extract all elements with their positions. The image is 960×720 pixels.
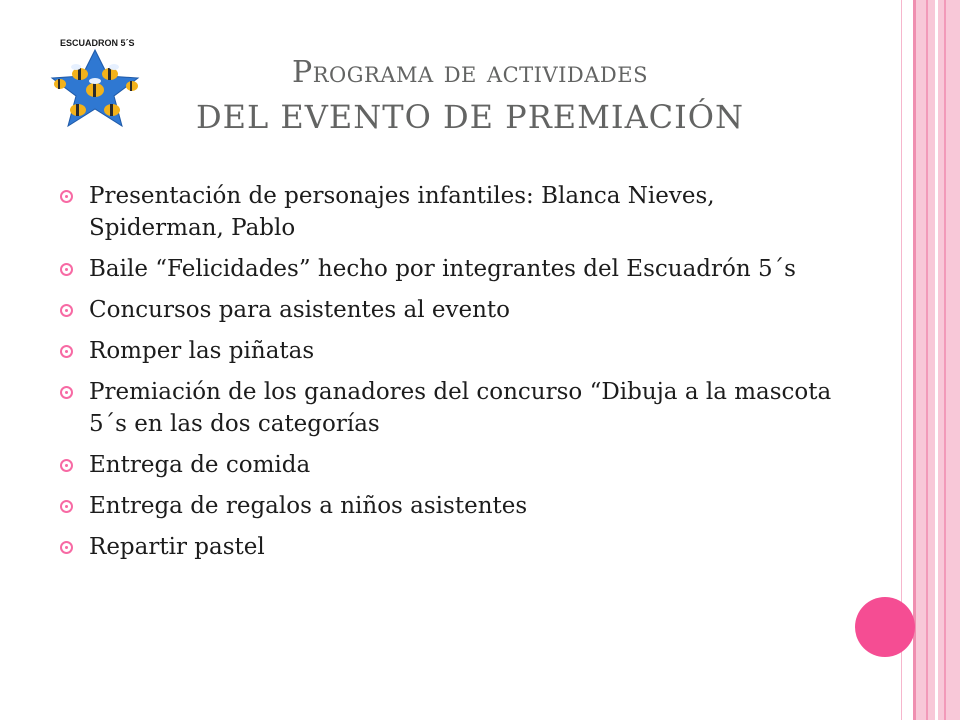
bullet-icon xyxy=(60,304,73,317)
list-item xyxy=(60,335,850,367)
list-item xyxy=(60,531,850,563)
list-item-text: Romper las piñatas xyxy=(89,338,315,364)
bullet-icon xyxy=(60,263,73,276)
bee-icon xyxy=(126,81,138,91)
bullet-icon xyxy=(60,190,73,203)
border-stripe xyxy=(913,0,916,720)
title-line-2: DEL EVENTO DE PREMIACIÓN xyxy=(195,98,745,136)
list-item xyxy=(60,253,850,285)
escuadron-logo xyxy=(40,34,150,134)
list-item-text: Presentación de personajes infantiles: Blanca Nieves, Spiderman, Pablo xyxy=(89,183,715,241)
list-item xyxy=(60,294,850,326)
decorative-pink-circle xyxy=(855,597,915,657)
bullet-icon xyxy=(60,541,73,554)
right-decorative-border xyxy=(916,0,960,720)
border-stripe xyxy=(926,0,928,720)
border-stripe xyxy=(944,0,946,720)
bullet-icon xyxy=(60,345,73,358)
list-item xyxy=(60,180,850,244)
list-item-text: Baile “Felicidades” hecho por integrantes del Escuadrón 5´s xyxy=(89,256,796,282)
list-item-text: Premiación de los ganadores del concurso “Dibuja a la mascota 5´s en las dos categorías xyxy=(89,379,832,437)
list-item-text: Entrega de regalos a niños asistentes xyxy=(89,493,528,519)
slide-title xyxy=(150,55,790,137)
bee-icon xyxy=(104,104,120,116)
list-item-text: Concursos para asistentes al evento xyxy=(89,297,510,323)
title-line-1: Programa de actividades xyxy=(292,55,648,90)
bullet-icon xyxy=(60,459,73,472)
bullet-icon xyxy=(60,500,73,513)
bee-icon xyxy=(70,104,86,116)
bee-icon xyxy=(54,79,66,89)
list-item xyxy=(60,490,850,522)
logo-text: ESCUADRON 5´S xyxy=(60,38,135,48)
border-stripe xyxy=(935,0,938,720)
list-item-text: Entrega de comida xyxy=(89,452,311,478)
list-item xyxy=(60,449,850,481)
activities-list xyxy=(60,180,850,572)
list-item xyxy=(60,376,850,440)
list-item-text: Repartir pastel xyxy=(89,534,265,560)
bullet-icon xyxy=(60,386,73,399)
